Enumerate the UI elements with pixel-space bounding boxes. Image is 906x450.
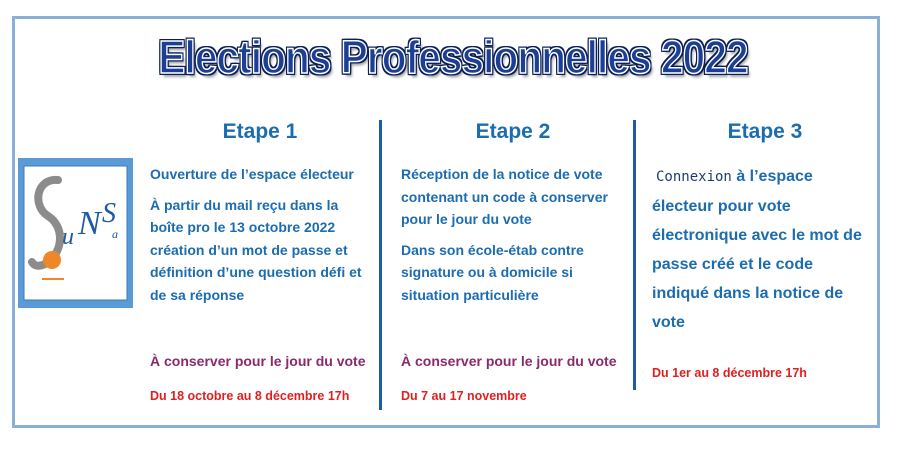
page-title: Elections Professionnelles 2022 — [158, 31, 748, 83]
step-1-keep-note: À conserver pour le jour du vote — [150, 353, 366, 369]
divider-2 — [633, 120, 636, 390]
svg-text:N: N — [78, 205, 101, 242]
step-1-paragraph: Ouverture de l’espace électeur — [150, 166, 354, 182]
divider-1 — [379, 120, 382, 410]
svg-text:u: u — [62, 224, 74, 250]
step-3-date: Du 1er au 8 décembre 17h — [652, 366, 807, 380]
step-1-date: Du 18 octobre au 8 décembre 17h — [150, 389, 350, 403]
step-1-text — [150, 163, 368, 314]
step-3-lead: Connexion — [656, 169, 732, 185]
svg-text:a: a — [112, 227, 118, 241]
svg-text:S: S — [102, 198, 116, 229]
step-1-heading: Etape 1 — [222, 120, 298, 143]
step-2-paragraph: Réception de la notice de vote contenant un code à conserver pour le jour du vote — [401, 166, 608, 227]
step-3-text — [652, 162, 870, 337]
step-2-text — [401, 163, 623, 314]
step-2-date: Du 7 au 17 novembre — [401, 389, 527, 403]
snuipp-logo — [18, 158, 133, 308]
step-3-heading: Etape 3 — [727, 120, 803, 143]
step-2-paragraph: Dans son école-étab contre signature ou à domicile si situation particulière — [401, 241, 584, 303]
step-3-paragraph: à l’espace électeur pour vote électronique avec le mot de passe créé et le code indiqué dans la notice de vote — [652, 168, 862, 331]
step-2-heading: Etape 2 — [475, 120, 551, 143]
step-2-keep-note: À conserver pour le jour du vote — [401, 353, 617, 369]
step-1-paragraph: À partir du mail reçu dans la boîte pro le 13 octobre 2022 création d’un mot de passe et définition d’une question défi et de sa réponse — [150, 196, 362, 303]
